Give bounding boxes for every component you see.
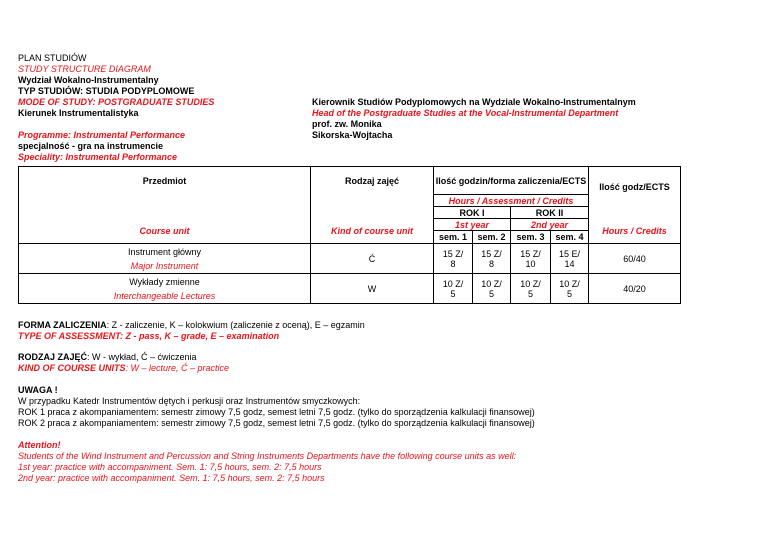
head-name-line1: prof. zw. Monika bbox=[312, 119, 382, 129]
faculty: Wydział Wokalno-Instrumentalny bbox=[18, 75, 159, 85]
subject-header: Przedmiot bbox=[19, 167, 311, 195]
note-line-en: 1st year: practice with accompaniment. Sem. 1: 7,5 hours, sem. 2: 7,5 hours bbox=[18, 462, 322, 472]
sem4-header: sem. 4 bbox=[551, 231, 589, 244]
kind-cell: W bbox=[311, 274, 434, 304]
plan-title: PLAN STUDIÓW bbox=[18, 53, 87, 63]
table-row bbox=[19, 244, 681, 274]
year1-header-en: 1st year bbox=[434, 219, 511, 231]
sem2-cell: 15 Z/ 8 bbox=[473, 244, 511, 274]
sem1-cell: 15 Z/ 8 bbox=[434, 244, 473, 274]
year2-header-en: 2nd year bbox=[511, 219, 589, 231]
sem1-cell: 10 Z/ 5 bbox=[434, 274, 473, 304]
table-row bbox=[19, 274, 681, 304]
assessment-legend-en: TYPE OF ASSESSMENT: Z - pass, K – grade, E – examination bbox=[18, 331, 280, 341]
sem4-cell: 10 Z/ 5 bbox=[551, 274, 589, 304]
sem3-cell: 10 Z/ 5 bbox=[511, 274, 551, 304]
kind-header-en: Kind of course unit bbox=[311, 219, 434, 244]
kind-cell: Ć bbox=[311, 244, 434, 274]
study-mode-en: MODE OF STUDY: POSTGRADUATE STUDIES bbox=[18, 97, 215, 107]
sem1-header: sem. 1 bbox=[434, 231, 473, 244]
year1-header: ROK I bbox=[434, 207, 511, 219]
total-cell: 40/20 bbox=[589, 274, 681, 304]
year2-header: ROK II bbox=[511, 207, 589, 219]
kind-legend: RODZAJ ZAJĘĆ: W - wykład, Ć – ćwiczenia bbox=[18, 352, 197, 362]
hours-header-en: Hours / Assessment / Credits bbox=[434, 195, 589, 207]
sem2-cell: 10 Z/ 5 bbox=[473, 274, 511, 304]
total-header-en: Hours / Credits bbox=[589, 219, 681, 244]
note-title-en: Attention! bbox=[18, 440, 61, 450]
kind-legend-en: KIND OF COURSE UNITS: W – lecture, Ć – practice bbox=[18, 363, 230, 373]
note-title: UWAGA ! bbox=[18, 385, 58, 395]
head-name-line2: Sikorska-Wojtacha bbox=[312, 130, 393, 140]
subject-header-en: Course unit bbox=[19, 219, 311, 244]
kind-header: Rodzaj zajęć bbox=[311, 167, 434, 195]
hours-header: Ilość godzin/forma zaliczenia/ECTS bbox=[434, 167, 589, 195]
course-cell: Instrument główny Major Instrument bbox=[19, 244, 311, 274]
total-cell: 60/40 bbox=[589, 244, 681, 274]
assessment-legend: FORMA ZALICZENIA: Z - zaliczenie, K – kolokwium (zaliczenie z oceną), E – egzamin bbox=[18, 320, 365, 330]
plan-title-en: STUDY STRUCTURE DIAGRAM bbox=[18, 64, 151, 74]
study-type: TYP STUDIÓW: STUDIA PODYPLOMOWE bbox=[18, 86, 195, 96]
sem4-cell: 15 E/ 14 bbox=[551, 244, 589, 274]
note-line: W przypadku Katedr Instrumentów dętych i perkusji oraz Instrumentów smyczkowych: bbox=[18, 396, 361, 406]
course-cell: Wykłady zmienne Interchangeable Lectures bbox=[19, 274, 311, 304]
direction: Kierunek Instrumentalistyka bbox=[18, 108, 139, 118]
sem3-cell: 15 Z/ 10 bbox=[511, 244, 551, 274]
speciality: specjalność - gra na instrumencie bbox=[18, 141, 164, 151]
note-line: ROK 2 praca z akompaniamentem: semestr zimowy 7,5 godz, semest letni 7,5 godz. (tylko do sporządzenia kalkulacji finansowej) bbox=[18, 418, 535, 428]
note-line-en: 2nd year: practice with accompaniment. Sem. 1: 7,5 hours, sem. 2: 7,5 hours bbox=[18, 473, 325, 483]
note-line-en: Students of the Wind Instrument and Percussion and String Instruments Departments have the following course units as well: bbox=[18, 451, 517, 461]
study-plan-table bbox=[18, 166, 681, 304]
sem3-header: sem. 3 bbox=[511, 231, 551, 244]
total-header: Ilość godz/ECTS bbox=[589, 167, 681, 207]
programme-en: Programme: Instrumental Performance bbox=[18, 130, 186, 140]
speciality-en: Speciality: Instrumental Performance bbox=[18, 152, 178, 162]
note-line: ROK 1 praca z akompaniamentem: semestr zimowy 7,5 godz, semest letni 7,5 godz. (tylko do sporządzenia kalkulacji finansowej) bbox=[18, 407, 535, 417]
sem2-header: sem. 2 bbox=[473, 231, 511, 244]
head-title: Kierownik Studiów Podyplomowych na Wydziale Wokalno-Instrumentalnym bbox=[312, 97, 636, 107]
head-title-en: Head of the Postgraduate Studies at the Vocal-Instrumental Department bbox=[312, 108, 619, 118]
